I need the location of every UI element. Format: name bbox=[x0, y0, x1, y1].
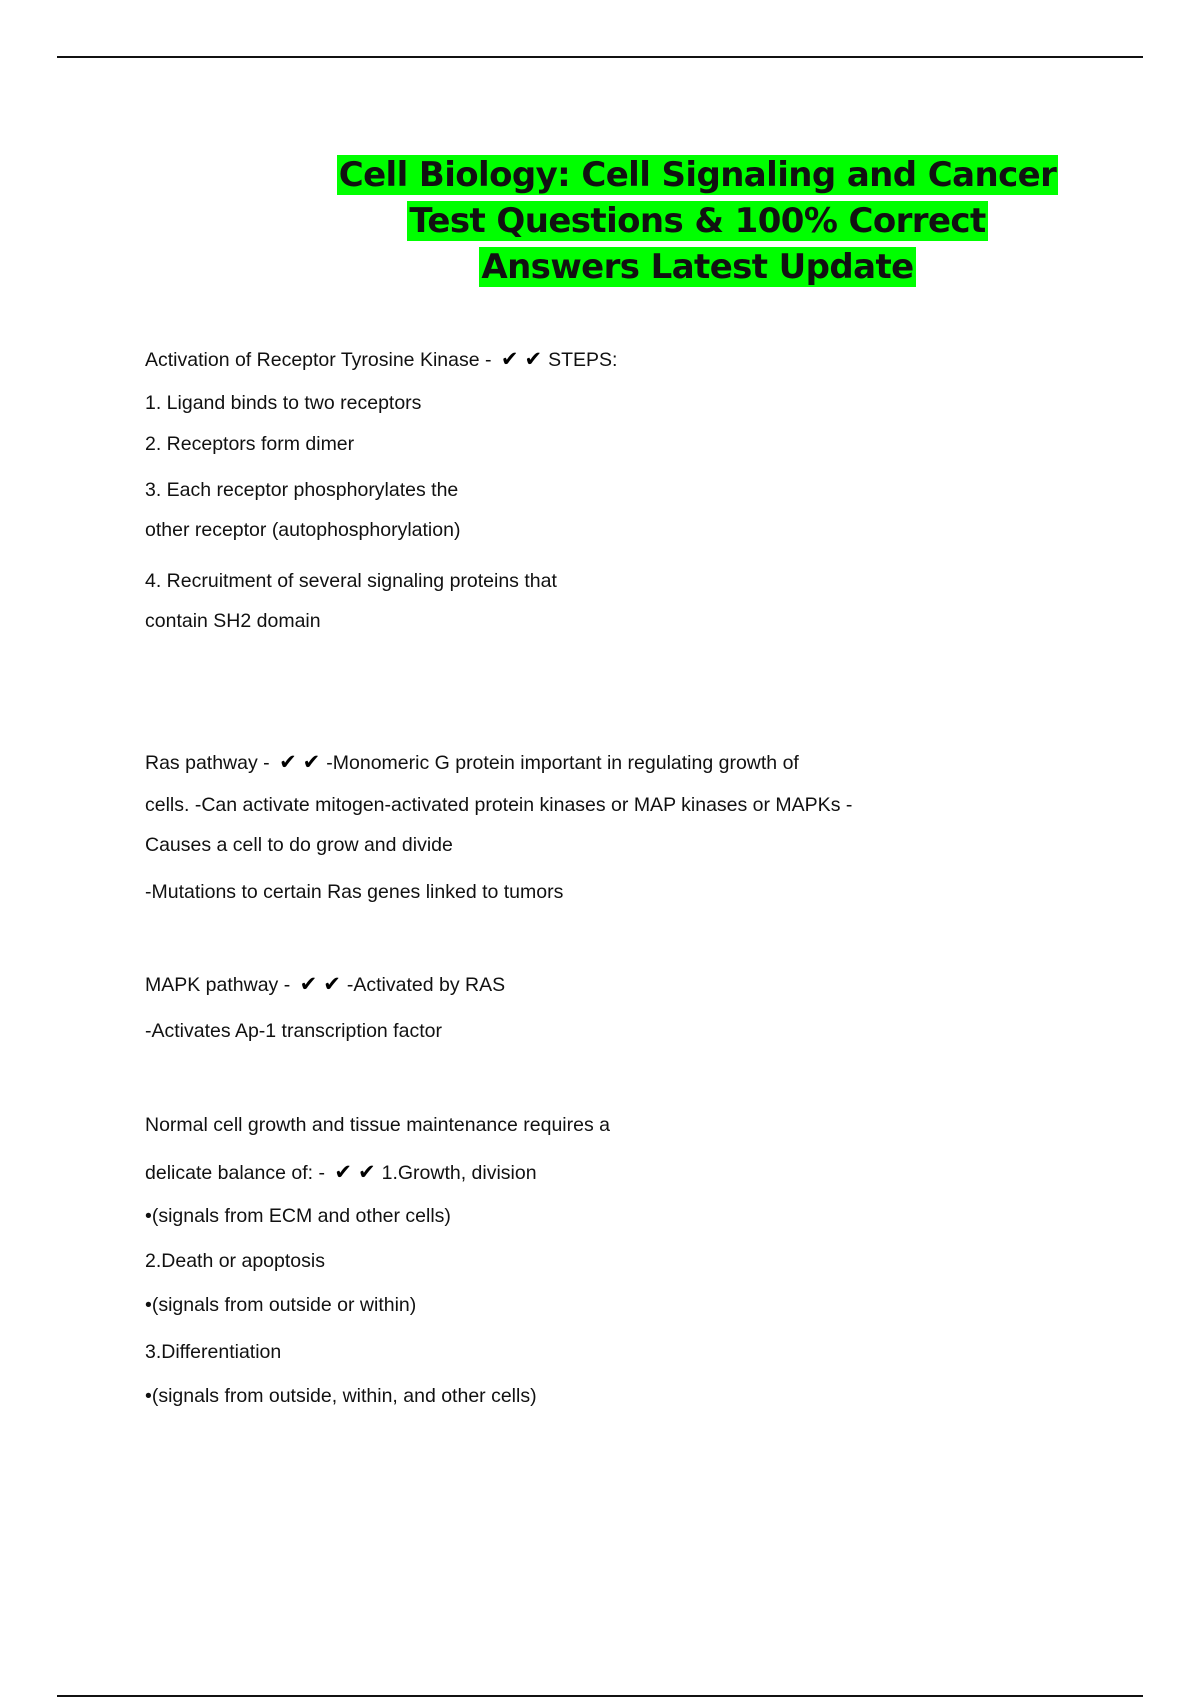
document-title bbox=[330, 152, 1065, 290]
answer-line: contain SH2 domain bbox=[145, 610, 321, 632]
footer-rule bbox=[57, 1695, 1143, 1697]
entry-question-line: Normal cell growth and tissue maintenance requires a bbox=[145, 1114, 610, 1136]
question-text: Ras pathway - bbox=[145, 752, 270, 774]
answer-line: 2.Death or apoptosis bbox=[145, 1250, 325, 1272]
entry-question bbox=[145, 750, 799, 775]
question-text: delicate balance of: - bbox=[145, 1162, 325, 1184]
answer-line: -Activates Ap-1 transcription factor bbox=[145, 1020, 442, 1042]
answer-line: Causes a cell to do grow and divide bbox=[145, 834, 453, 856]
answer-text: 1.Growth, division bbox=[381, 1162, 537, 1184]
title-highlight: Cell Biology: Cell Signaling and Cancer Test Questions & 100% Correct Answers Latest Update bbox=[338, 155, 1057, 287]
answer-text: STEPS: bbox=[548, 349, 618, 371]
answer-line: 3.Differentiation bbox=[145, 1341, 282, 1363]
check-icon: ✔ bbox=[357, 1160, 376, 1184]
entry-question bbox=[145, 1160, 537, 1185]
answer-line: other receptor (autophosphorylation) bbox=[145, 519, 461, 541]
entry-question bbox=[145, 347, 617, 372]
check-icon: ✔ bbox=[334, 1160, 352, 1184]
check-icon: ✔ bbox=[279, 750, 297, 774]
answer-text: -Activated by RAS bbox=[346, 974, 506, 996]
answer-line: •(signals from outside, within, and other cells) bbox=[145, 1385, 537, 1407]
check-icon: ✔ bbox=[500, 347, 519, 371]
answer-line: •(signals from outside or within) bbox=[145, 1294, 417, 1316]
check-icon: ✔ bbox=[302, 750, 321, 774]
answer-line: 1. Ligand binds to two receptors bbox=[145, 392, 422, 414]
answer-line: cells. -Can activate mitogen-activated protein kinases or MAP kinases or MAPKs - bbox=[145, 794, 853, 816]
answer-line: 2. Receptors form dimer bbox=[145, 433, 355, 455]
answer-line: 3. Each receptor phosphorylates the bbox=[145, 479, 459, 501]
question-text: Activation of Receptor Tyrosine Kinase - bbox=[145, 349, 492, 371]
entry-question bbox=[145, 972, 505, 997]
answer-text: -Monomeric G protein important in regulating growth of bbox=[326, 752, 799, 774]
question-text: MAPK pathway - bbox=[145, 974, 291, 996]
check-icon: ✔ bbox=[323, 972, 341, 996]
answer-line: -Mutations to certain Ras genes linked to tumors bbox=[145, 881, 564, 903]
check-icon: ✔ bbox=[524, 347, 543, 371]
header-rule bbox=[57, 56, 1143, 58]
check-icon: ✔ bbox=[299, 972, 318, 996]
answer-line: 4. Recruitment of several signaling proteins that bbox=[145, 570, 557, 592]
answer-line: •(signals from ECM and other cells) bbox=[145, 1205, 451, 1227]
